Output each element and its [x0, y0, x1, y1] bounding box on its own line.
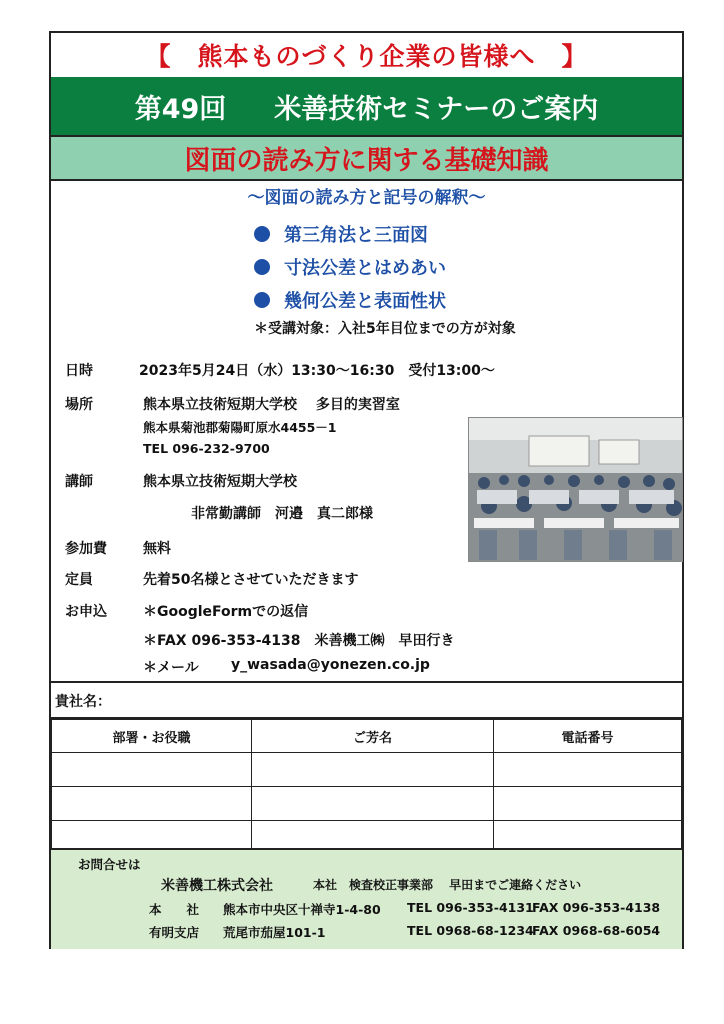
- company-label: 貴社名：: [55, 694, 111, 710]
- apply-fax: ＊FAX 096-353-4138 米善機工㈱ 早田行き: [143, 633, 455, 649]
- place-address: 熊本県菊池郡菊陽町原水4455－1: [143, 420, 337, 435]
- apply-mail-label: ＊メール: [143, 660, 199, 676]
- target-note: ＊受講対象：入社5年目位までの方が対象: [254, 321, 516, 337]
- table-row: [52, 753, 682, 787]
- hq-label: 本 社: [149, 902, 200, 917]
- fee-label: 参加費: [65, 541, 107, 557]
- hq-address: 熊本市中央区十禅寺1-4-80: [223, 902, 381, 917]
- lecturer-label: 講師: [65, 474, 93, 490]
- table-header-row: [52, 720, 682, 753]
- list-item: 幾何公差と表面性状: [254, 283, 446, 316]
- place-tel: TEL 096-232-9700: [143, 441, 270, 456]
- contact-footer: [51, 848, 682, 949]
- lecturer-org: 熊本県立技術短期大学校: [143, 474, 297, 490]
- hq-tel: TEL 096-353-4131: [407, 900, 534, 915]
- branch-fax: FAX 0968-68-6054: [532, 923, 661, 938]
- branch-address: 荒尾市茄屋101-1: [223, 925, 326, 940]
- company-name: 米善機工株式会社: [161, 878, 273, 894]
- bullet-icon: [254, 292, 270, 308]
- seminar-number: 第49回: [134, 93, 227, 125]
- hq-fax: FAX 096-353-4138: [532, 900, 661, 915]
- apply-mail[interactable]: y_wasada@yonezen.co.jp: [231, 657, 430, 673]
- bullet-icon: [254, 259, 270, 275]
- apply-label: お申込: [65, 604, 107, 620]
- column-name: ご芳名: [252, 720, 494, 753]
- place-name: 熊本県立技術短期大学校 多目的実習室: [143, 397, 400, 413]
- flyer-frame: [49, 31, 684, 949]
- banner: 【 熊本ものづくり企業の皆様へ 】: [51, 33, 682, 79]
- branch-tel: TEL 0968-68-1234: [407, 923, 534, 938]
- table-row: [52, 787, 682, 821]
- registration-table: [51, 719, 682, 855]
- list-item: 寸法公差とはめあい: [254, 250, 446, 283]
- datetime-label: 日時: [65, 363, 93, 379]
- column-department: 部署・お役職: [52, 720, 252, 753]
- classroom-image: [469, 418, 683, 562]
- column-phone: 電話番号: [494, 720, 682, 753]
- title-bar: [51, 77, 682, 137]
- list-item: 第三角法と三面図: [254, 217, 446, 250]
- lecturer-name: 非常勤講師 河邉 真二郎様: [191, 506, 373, 522]
- subtitle: ～図面の読み方と記号の解釈～: [247, 188, 486, 208]
- datetime-value: 2023年5月24日（水）13:30～16:30 受付13:00～: [139, 363, 495, 379]
- department: 本社 検査校正事業部 早田までご連絡ください: [313, 878, 582, 892]
- place-label: 場所: [65, 397, 93, 413]
- branch-label: 有明支店: [149, 925, 200, 940]
- topic-heading: 図面の読み方に関する基礎知識: [51, 137, 682, 181]
- bullet-icon: [254, 226, 270, 242]
- company-name-field[interactable]: [51, 681, 682, 719]
- topic-list: [254, 217, 446, 316]
- inquiry-label: お問合せは: [78, 857, 141, 872]
- capacity-label: 定員: [65, 572, 93, 588]
- seminar-title: 米善技術セミナーのご案内: [274, 93, 599, 125]
- capacity-value: 先着50名様とさせていただきます: [143, 572, 359, 588]
- apply-google: ＊GoogleFormでの返信: [143, 604, 309, 620]
- seminar-photo: [468, 417, 683, 562]
- fee-value: 無料: [143, 541, 171, 557]
